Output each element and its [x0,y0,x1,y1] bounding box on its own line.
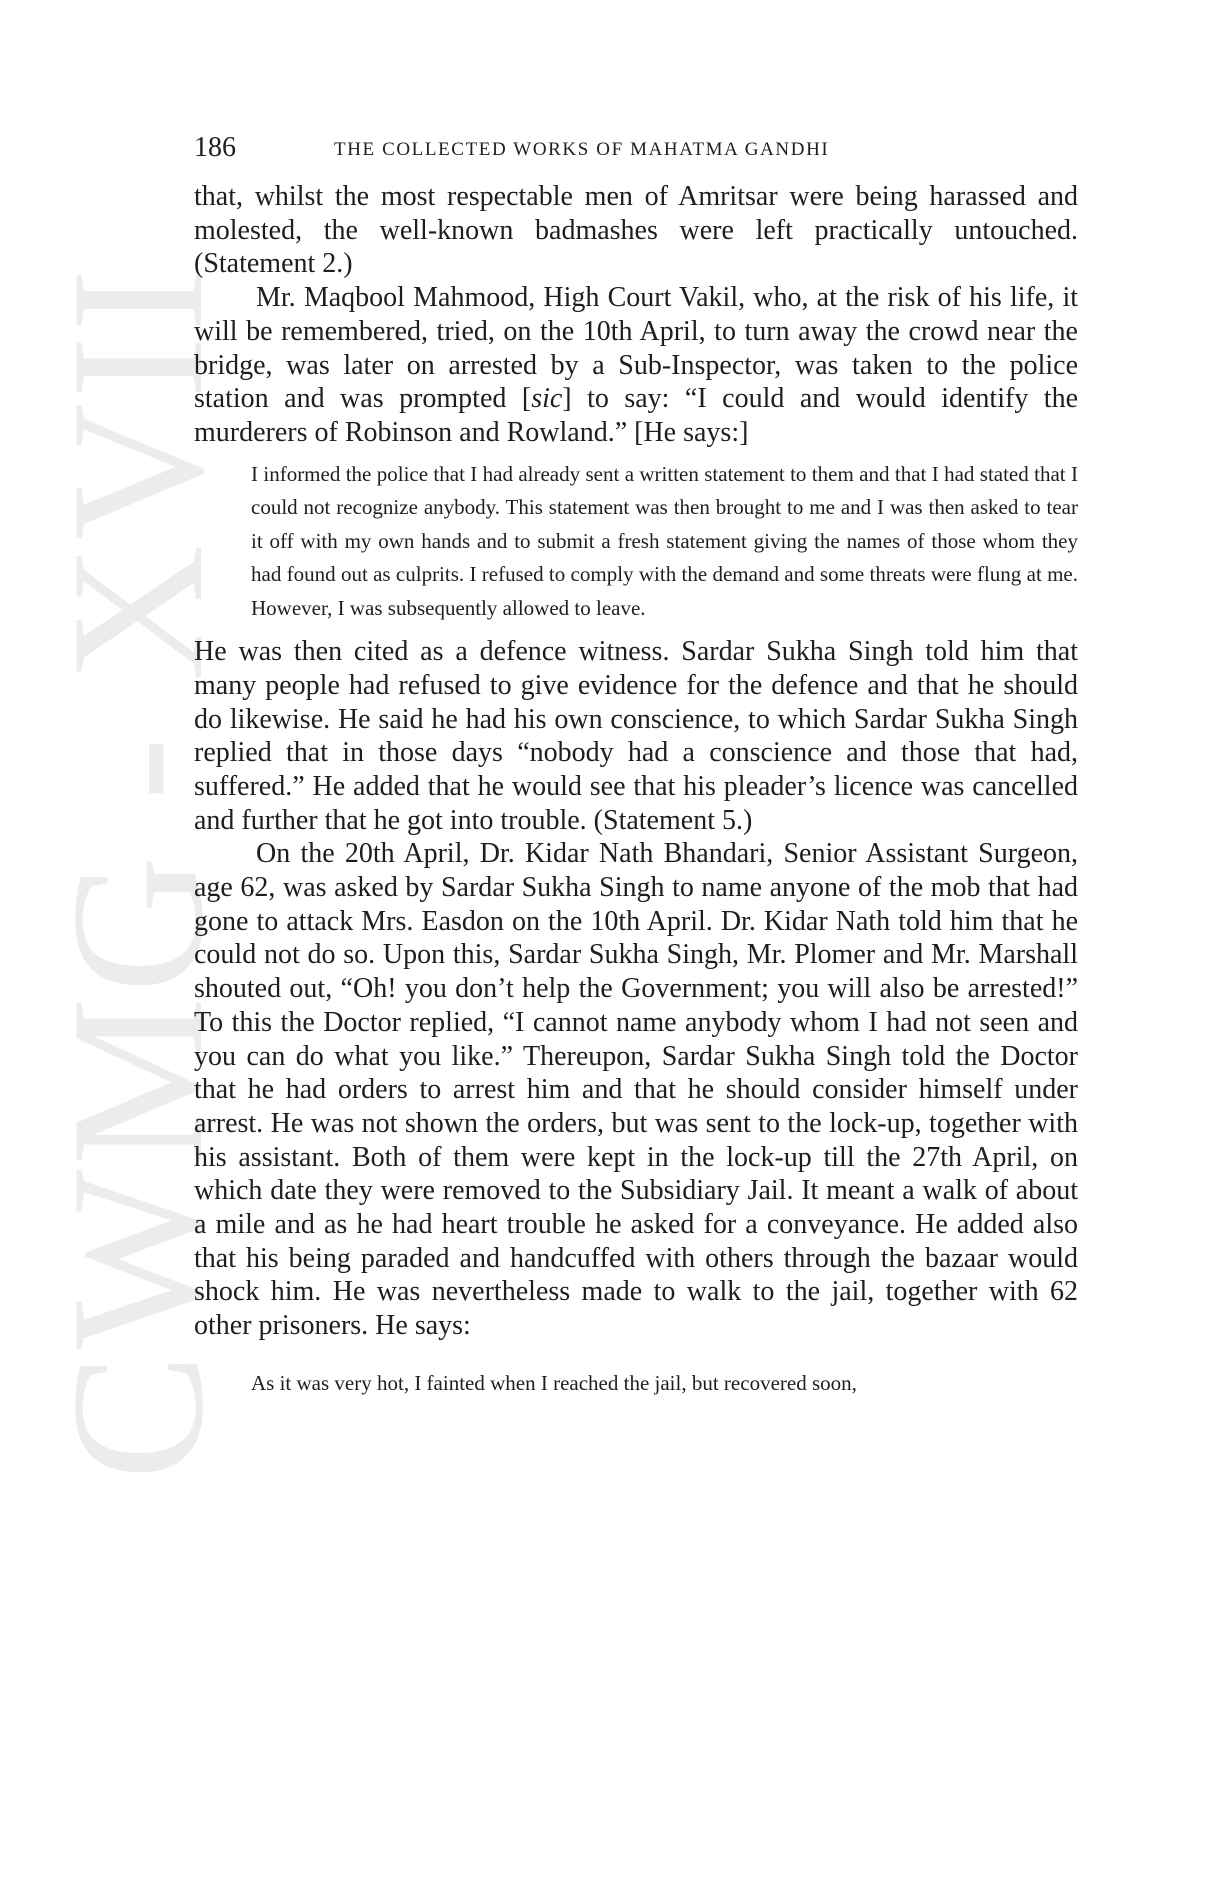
page-number: 186 [194,132,236,163]
sic-note: sic [531,383,563,415]
paragraph-2-part-a: Mr. Maqbool Mahmood, High Court Vakil, who, at the risk of his life, it will be remembered, tried, on the 10th April, to turn away the crowd near the bridge, was later on arrested by a Sub-Inspector, was taken to the police station and was prompted [ [194,282,1078,415]
paragraph-4: On the 20th April, Dr. Kidar Nath Bhandari, Senior Assistant Surgeon, age 62, was asked by Sardar Sukha Singh to name anyone of the mob that had gone to attack Mrs. Easdon on the 10th April. Dr. Kidar Nath told him that he could not do so. Upon this, Sardar Sukha Singh, Mr. Plomer and Mr. Marshall shouted out, “Oh! you don’t help the Government; you will also be arrested!” To this the Doctor replied, “I cannot name anybody whom I had not seen and you can do what you like.” Thereupon, Sardar Sukha Singh told the Doctor that he had orders to arrest him and that he should consider himself under arrest. He was not shown the orders, but was sent to the lock-up, together with his assistant. Both of them were kept in the lock-up till the 27th April, on which date they were removed to the Subsidiary Jail. It meant a walk of about a mile and as he had heart trouble he asked for a conveyance. He added also that his being paraded and handcuffed with others through the bazaar would shock him. He was nevertheless made to walk to the jail, together with 62 other prisoners. He says: [194,838,1078,1342]
running-head: THE COLLECTED WORKS OF MAHATMA GANDHI [334,139,830,160]
paragraph-2-part-b: ] to say: “I could and would identify the murderers of Robinson and Rowland.” [He says:] [194,383,1078,448]
paragraph-1: that, whilst the most respectable men of Amritsar were being harassed and molested, the well-known badmashes were left practically untouched. (Statement 2.) [194,181,1078,280]
paragraph-2 [194,281,1078,450]
watermark: CWMG - XVII [33,264,243,1480]
paragraph-3: He was then cited as a defence witness. Sardar Sukha Singh told him that many people had refused to give evidence for the defence and that he should do likewise. He said he had his own conscience, to which Sardar Sukha Singh replied that in those days “nobody had a conscience and those that had, suffered.” He added that he would see that his pleader’s licence was cancelled and further that he got into trouble. (Statement 5.) [194,636,1078,836]
block-quote-2: As it was very hot, I fainted when I reached the jail, but recovered soon, [251,1370,857,1395]
page-header [194,130,1094,170]
body-text [194,180,1078,1400]
block-quote-1: I informed the police that I had already sent a written statement to them and that I had stated that I could not recognize anybody. This statement was then brought to me and I was then asked to tear it off with my own hands and to submit a fresh statement giving the names of those whom they had found out as culprits. I refused to comply with the demand and some threats were flung at me. However, I was subsequently allowed to leave. [251,461,1078,620]
